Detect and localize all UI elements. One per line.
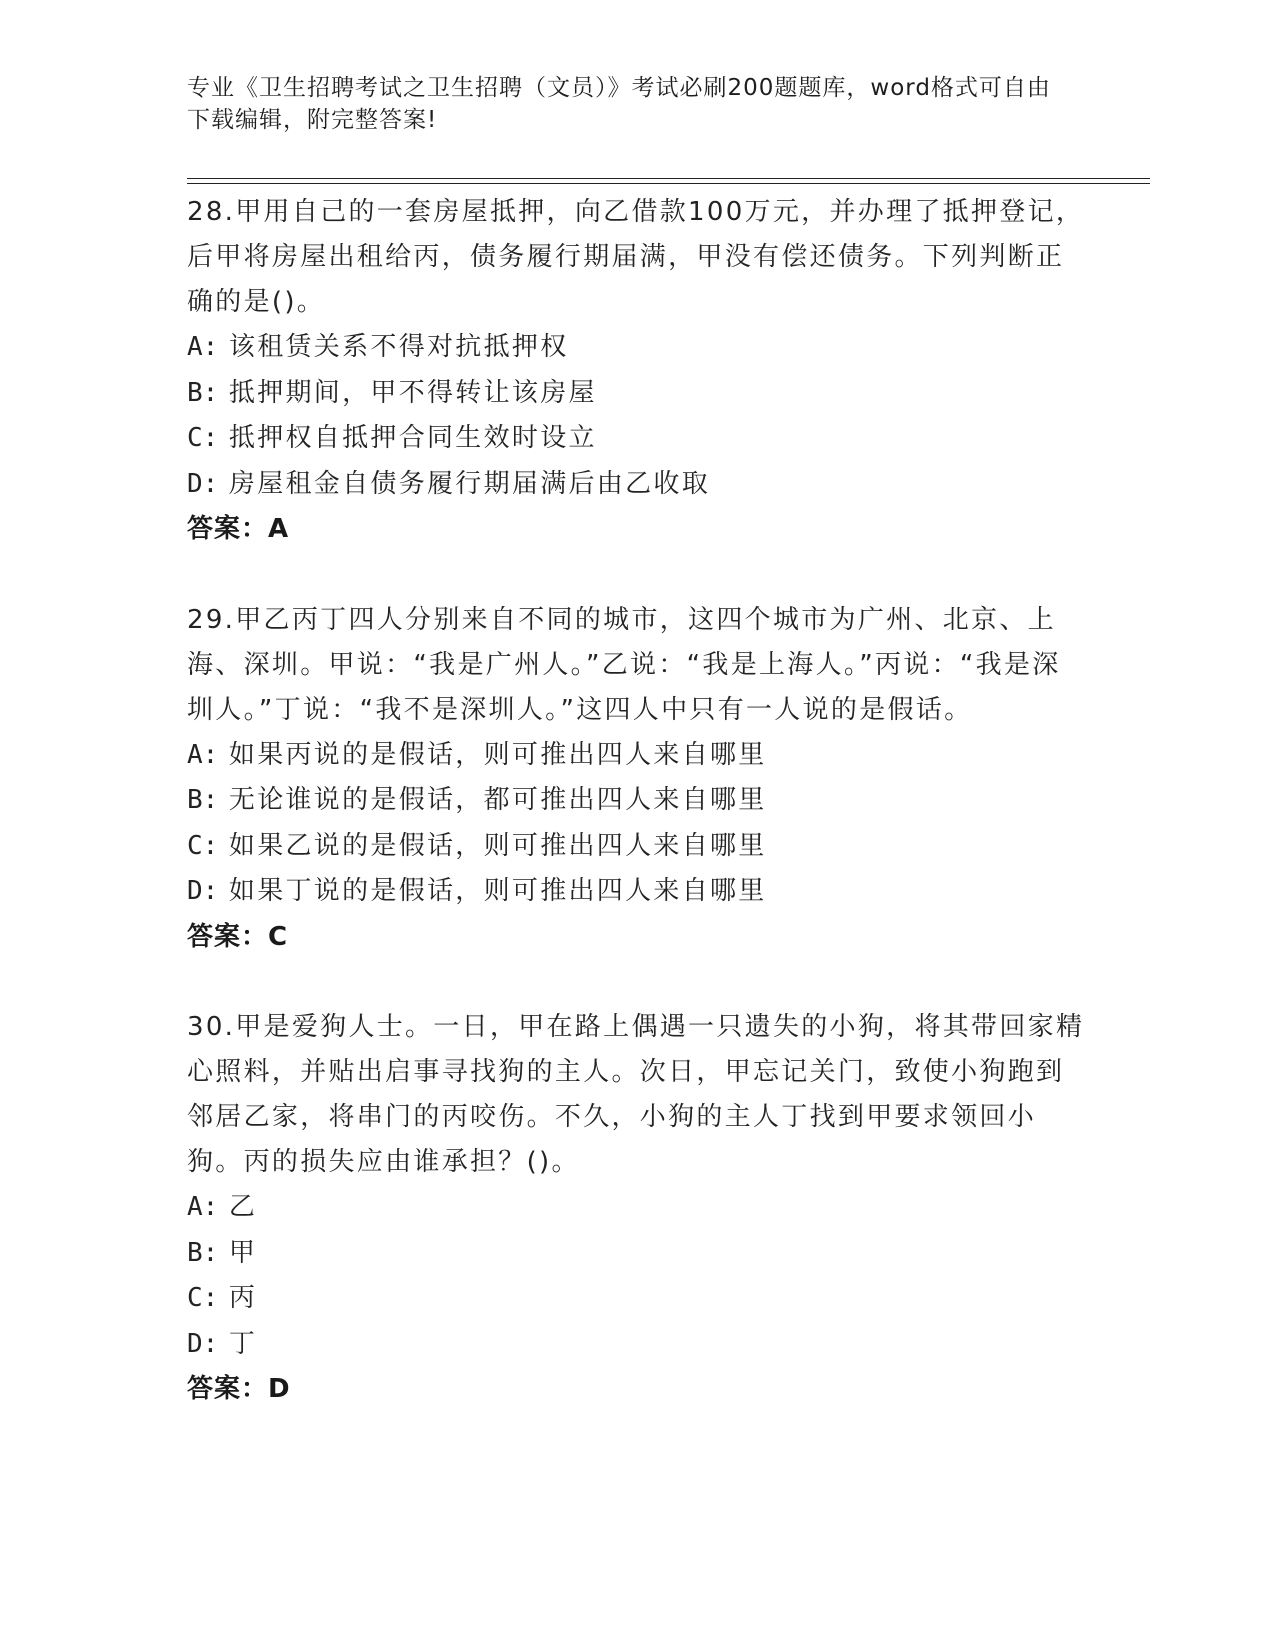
question-list — [187, 190, 1087, 1458]
option-b — [187, 1231, 1087, 1277]
question-stem: 29.甲乙丙丁四人分别来自不同的城市，这四个城市为广州、北京、上海、深圳。甲说：“我是广州人。”乙说：“我是上海人。”丙说：“我是深圳人。”丁说：“我不是深圳人。”这四人中只有一人说的是假话。 — [187, 604, 1061, 725]
option-text: 如果丁说的是假话，则可推出四人来自哪里 — [228, 876, 767, 906]
option-b — [187, 371, 1087, 417]
option-b — [187, 778, 1087, 824]
option-c — [187, 1276, 1087, 1322]
option-c — [187, 824, 1087, 870]
option-d — [187, 462, 1087, 508]
answer-label: 答案：C — [187, 921, 289, 952]
option-text: 丙 — [228, 1283, 258, 1313]
question-30 — [187, 1005, 1087, 1413]
option-c — [187, 416, 1087, 462]
question-28 — [187, 190, 1087, 553]
option-letter: D: — [187, 468, 219, 499]
option-text: 如果乙说的是假话，则可推出四人来自哪里 — [228, 830, 767, 861]
answer-label: 答案：A — [187, 514, 290, 544]
option-a — [187, 1185, 1087, 1231]
option-letter: A: — [187, 739, 219, 770]
option-text: 如果丙说的是假话，则可推出四人来自哪里 — [228, 739, 767, 770]
option-letter: A: — [187, 332, 219, 362]
option-d — [187, 1322, 1087, 1368]
option-text: 房屋租金自债务履行期届满后由乙收取 — [228, 468, 710, 499]
option-letter: B: — [187, 1237, 219, 1268]
header-divider-top — [187, 178, 1150, 179]
option-text: 抵押权自抵押合同生效时设立 — [228, 423, 597, 453]
option-a — [187, 733, 1087, 779]
option-letter: D: — [187, 1328, 219, 1359]
option-letter: C: — [187, 423, 219, 453]
document-header: 专业《卫生招聘考试之卫生招聘（文员）》考试必刷200题题库，word格式可自由下载编辑，附完整答案! — [187, 75, 1051, 133]
option-text: 乙 — [228, 1192, 258, 1222]
option-letter: C: — [187, 830, 219, 861]
answer-label: 答案：D — [187, 1374, 291, 1404]
option-text: 无论谁说的是假话，都可推出四人来自哪里 — [228, 785, 767, 815]
option-text: 该租赁关系不得对抗抵押权 — [228, 332, 569, 362]
option-text: 甲 — [228, 1237, 258, 1268]
option-text: 丁 — [228, 1328, 258, 1359]
header-divider-bottom — [187, 183, 1150, 184]
option-letter: A: — [187, 1192, 219, 1222]
question-29 — [187, 598, 1087, 961]
option-letter: C: — [187, 1283, 219, 1313]
option-a — [187, 325, 1087, 371]
option-text: 抵押期间，甲不得转让该房屋 — [228, 377, 597, 408]
option-d — [187, 869, 1087, 915]
question-stem: 30.甲是爱狗人士。一日，甲在路上偶遇一只遗失的小狗，将其带回家精心照料，并贴出启事寻找狗的主人。次日，甲忘记关门，致使小狗跑到邻居乙家，将串门的丙咬伤。不久，小狗的主人丁找到甲要求领回小狗。丙的损失应由谁承担？()。 — [187, 1012, 1085, 1177]
question-stem: 28.甲用自己的一套房屋抵押，向乙借款100万元，并办理了抵押登记，后甲将房屋出租给丙，债务履行期届满，甲没有偿还债务。下列判断正确的是()。 — [187, 197, 1085, 317]
option-letter: D: — [187, 876, 219, 906]
option-letter: B: — [187, 785, 219, 815]
option-letter: B: — [187, 377, 219, 408]
